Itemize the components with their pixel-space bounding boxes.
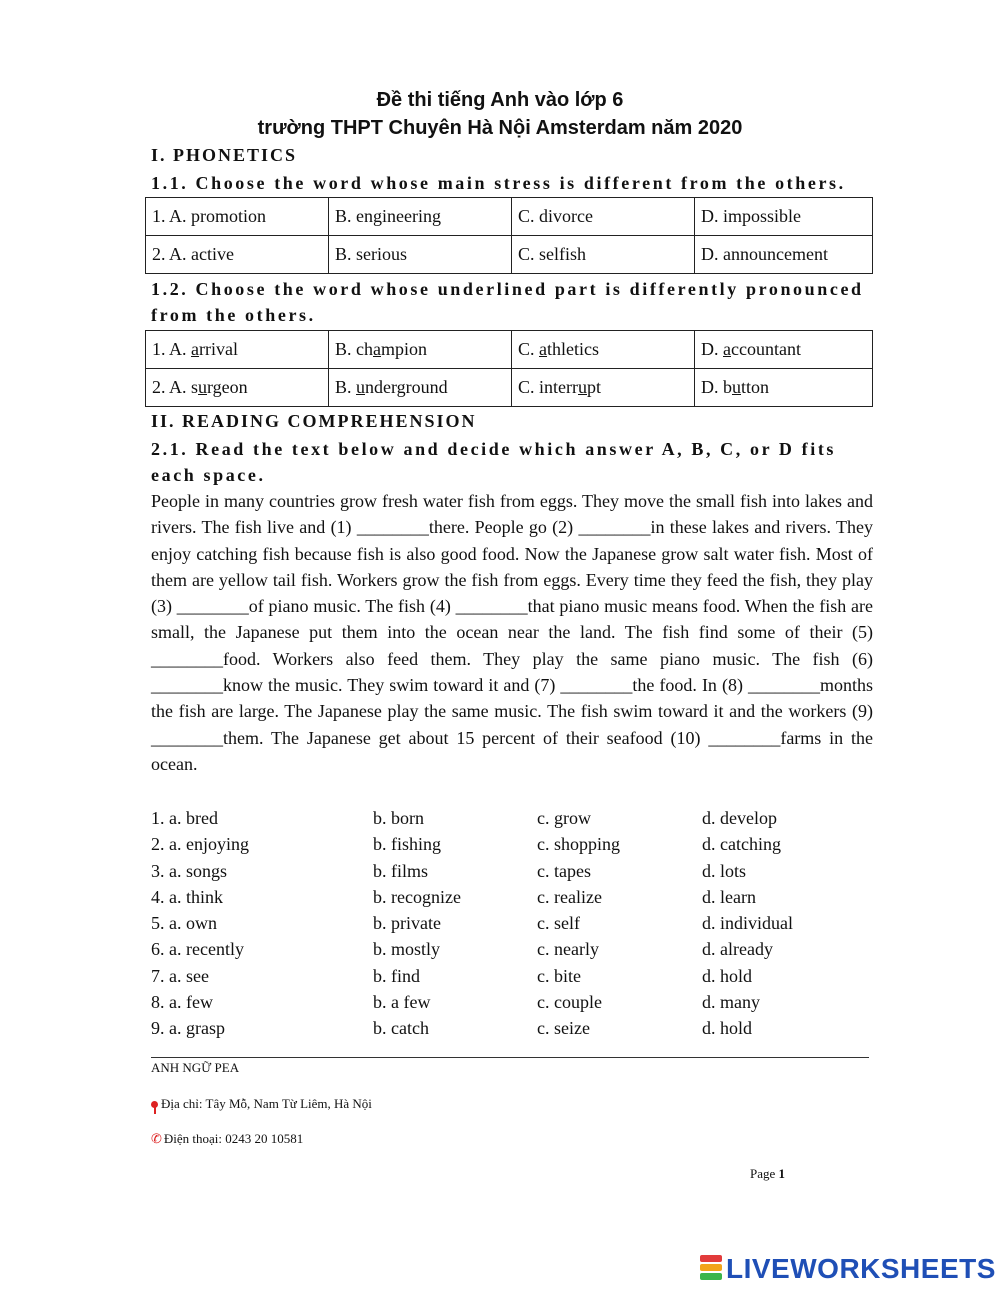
- option-a: 4. a. think: [151, 886, 223, 907]
- option-c: c. nearly: [537, 939, 599, 960]
- pronunciation-options-table: [145, 330, 873, 407]
- option-cell: B. underground: [329, 369, 512, 407]
- option-cell: C. selfish: [512, 236, 695, 274]
- option-cell: D. impossible: [695, 198, 873, 236]
- option-b: b. recognize: [373, 886, 461, 907]
- option-a: 9. a. grasp: [151, 1018, 225, 1039]
- footer-address: [151, 1096, 372, 1112]
- option-b: b. private: [373, 913, 441, 934]
- option-c: c. self: [537, 913, 580, 934]
- table-row: [146, 236, 873, 274]
- address-text: Địa chỉ: Tây Mỗ, Nam Từ Liêm, Hà Nội: [161, 1096, 372, 1111]
- option-a: 2. a. enjoying: [151, 834, 249, 855]
- option-a: 6. a. recently: [151, 939, 244, 960]
- table-row: [146, 198, 873, 236]
- option-b: b. mostly: [373, 939, 441, 960]
- reading-passage: People in many countries grow fresh water fish from eggs. They move the small fish into lakes and rivers. The fish live and (1) ________there. People go (2) ________in these lakes and rivers. They enjoy catching fish because fish is also good food. Now the Japanese grow salt water fish. Most of them are yellow tail fish. Workers grow the fish from eggs. Every time they feed the fish, they play (3) ________of piano music. The fish (4) ________that piano music means food. When the fish are small, the Japanese put them into the ocean near the land. The fish find some of their (5) ________food. Workers also feed them. They play the same piano music. The fish (6) ________know the music. They swim toward it and (7) ________the food. In (8) ________months the fish are large. The Japanese play the same music. The fish swim toward it and the workers (9) ________them. The Japanese get about 15 percent of their seafood (10) ________farms in the ocean.: [151, 491, 873, 774]
- option-d: d. catching: [702, 834, 781, 855]
- option-cell: 2. A. surgeon: [146, 369, 329, 407]
- page-number: Page 1: [750, 1166, 786, 1181]
- option-a: 5. a. own: [151, 913, 217, 934]
- option-d: d. learn: [702, 886, 756, 907]
- liveworksheets-wordmark: LIVEWORKSHEETS: [726, 1253, 996, 1284]
- option-d: d. lots: [702, 860, 747, 881]
- option-cell: D. button: [695, 369, 873, 407]
- option-cell: 1. A. promotion: [146, 198, 329, 236]
- phone-icon: ✆: [151, 1131, 162, 1146]
- option-b: b. catch: [373, 1018, 429, 1039]
- option-d: d. develop: [702, 808, 777, 828]
- option-cell: B. engineering: [329, 198, 512, 236]
- option-cell: 1. A. arrival: [146, 331, 329, 369]
- option-c: c. tapes: [537, 860, 591, 881]
- option-a: 1. a. bred: [151, 808, 218, 828]
- option-c: c. grow: [537, 808, 591, 828]
- option-cell: C. divorce: [512, 198, 695, 236]
- part-1-2-instruction: 1.2. Choose the word whose underlined part is differently pronounced from the others.: [151, 279, 864, 325]
- part-1-1-instruction: 1.1. Choose the word whose main stress is different from the others.: [151, 173, 846, 193]
- option-b: b. films: [373, 860, 429, 881]
- footer-phone: [151, 1131, 303, 1147]
- map-pin-icon: [151, 1101, 158, 1108]
- option-c: c. shopping: [537, 834, 620, 855]
- option-c: c. realize: [537, 886, 602, 907]
- liveworksheets-mark-icon: [700, 1255, 722, 1283]
- part-2-1-instruction: 2.1. Read the text below and decide which answer A, B, C, or D fits each space.: [151, 439, 837, 485]
- title-line-2: trường THPT Chuyên Hà Nội Amsterdam năm 2020: [257, 117, 743, 139]
- option-cell: D. announcement: [695, 236, 873, 274]
- option-cell: B. serious: [329, 236, 512, 274]
- option-c: c. bite: [537, 965, 581, 986]
- option-a: 7. a. see: [151, 965, 209, 986]
- option-c: c. couple: [537, 992, 602, 1013]
- option-a: 8. a. few: [151, 992, 213, 1013]
- option-d: d. many: [702, 992, 760, 1013]
- option-a: 3. a. songs: [151, 860, 227, 881]
- option-cell: C. athletics: [512, 331, 695, 369]
- option-b: b. find: [373, 965, 420, 986]
- section-reading-heading: II. READING COMPREHENSION: [151, 411, 477, 431]
- stress-options-table: [145, 197, 873, 274]
- table-row: [146, 369, 873, 407]
- phone-text: Điện thoại: 0243 20 10581: [163, 1131, 304, 1146]
- footer-divider: [151, 1057, 869, 1058]
- section-phonetics-heading: I. PHONETICS: [151, 145, 298, 165]
- option-cell: C. interrupt: [512, 369, 695, 407]
- option-b: b. fishing: [373, 834, 442, 855]
- title-line-1: Đề thi tiếng Anh vào lớp 6: [376, 89, 624, 111]
- option-d: d. individual: [702, 913, 793, 934]
- option-cell: B. champion: [329, 331, 512, 369]
- option-d: d. hold: [702, 965, 753, 986]
- table-row: [146, 331, 873, 369]
- option-c: c. seize: [537, 1018, 590, 1039]
- option-d: d. hold: [702, 1018, 753, 1039]
- option-b: b. born: [373, 808, 424, 828]
- option-cell: 2. A. active: [146, 236, 329, 274]
- footer-brand: ANH NGỮ PEA: [151, 1060, 240, 1075]
- option-cell: D. accountant: [695, 331, 873, 369]
- option-d: d. already: [702, 939, 773, 960]
- liveworksheets-logo: [700, 1252, 996, 1286]
- option-b: b. a few: [373, 992, 431, 1013]
